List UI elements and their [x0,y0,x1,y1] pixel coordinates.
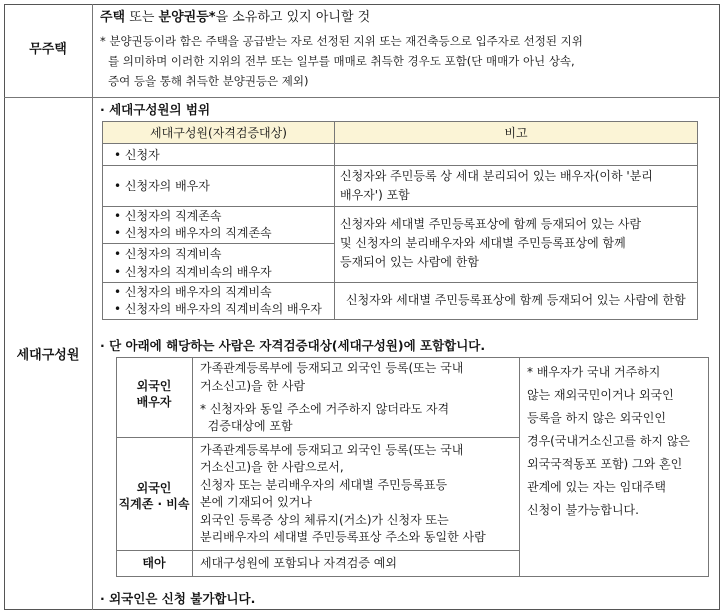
scope-title: · 세대구성원의 범위 [100,102,211,117]
note-line: 및 신청자의 분리배우자와 세대별 주민등록표상에 함께 [340,236,626,250]
note-line: 신청자와 세대별 주민등록표상에 함께 등재되어 있는 사람에 한함 [346,293,686,307]
no-house-note-line: * 분양권등이라 함은 주택을 공급받는 자로 선정된 지위 또는 재건축등으로 입주자로 선정된 지위 [100,34,583,48]
foreign-row-divider [116,437,520,438]
side-note-line: 외국국적동포 포함) 그와 혼인 [527,457,683,471]
foreign-line: 가족관계등록부에 등재되고 외국인 등록(또는 국내 [200,443,464,457]
section-divider [4,97,720,98]
foreign-line: 본에 기재되어 있거나 [200,495,312,509]
side-note-line: 등록을 하지 않은 외국인인 [527,411,666,425]
side-note-line: * 배우자가 국내 거주하지 [527,365,661,379]
side-note-line: 관계에 있는 자는 임대주택 [527,480,666,494]
no-house-label: 무주택 [29,42,67,57]
foreign-line: 세대구성원에 포함되나 자격검증 예외 [200,556,397,570]
side-note-line: 않는 재외국민이거나 외국인 [527,388,674,402]
label-column-divider [92,4,93,610]
member-item: • 신청자의 배우자의 직계비속 [114,285,272,299]
no-house-heading: 주택 또는 분양권등*을 소유하고 있지 아니할 것 [100,10,371,25]
foreign-line: 외국인 등록증 상의 체류지(거소)가 신청자 또는 [200,513,449,527]
foreign-row-divider [116,550,520,551]
side-note-line: 신청이 불가능합니다. [527,503,639,517]
table-header-note: 비고 [334,121,698,144]
foreign-line: 분리배우자의 세대별 주민등록표상 주소와 동일한 사람 [200,530,486,544]
note-line: 배우자') 포함 [340,188,410,202]
member-item: • 신청자의 직계비속의 배우자 [114,265,272,279]
member-item: • 신청자의 배우자 [114,179,210,193]
foreign-line: 거소신고)을 한 사람 [200,379,306,393]
include-title: · 단 아래에 해당하는 사람은 자격검증대상(세대구성원)에 포함합니다. [100,338,486,353]
table-row-note [334,143,698,166]
foreign-label: 외국인 직계존 · 비속 [118,481,190,511]
foreign-label: 외국인 배우자 [136,379,172,409]
member-item: • 신청자의 직계비속 [114,247,222,261]
foreign-line: 가족관계등록부에 등재되고 외국인 등록(또는 국내 [200,361,464,375]
household-label: 세대구성원 [16,348,80,363]
member-item: • 신청자 [114,148,160,162]
foreign-line: 검증대상에 포함 [200,419,293,433]
foreign-label: 태아 [142,556,166,570]
member-item: • 신청자의 배우자의 직계존속 [114,226,272,240]
member-item: • 신청자의 배우자의 직계비속의 배우자 [114,302,322,316]
side-note-line: 경우(국내거소신고를 하지 않은 [527,434,691,448]
note-line: 신청자와 세대별 주민등록표상에 함께 등재되어 있는 사람 [340,217,642,231]
member-item: • 신청자의 직계존속 [114,209,222,223]
foreign-line: 신청자 또는 분리배우자의 세대별 주민등록표등 [200,478,448,492]
foreign-line: * 신청자와 동일 주소에 거주하지 않더라도 자격 [200,402,450,416]
foreign-line: 거소신고)을 한 사람으로서, [200,460,344,474]
table-header-members: 세대구성원(자격검증대상) [102,121,335,144]
note-line: 신청자와 주민등록 상 세대 분리되어 있는 배우자(이하 '분리 [340,169,653,183]
no-house-note-line: 증여 등을 통해 취득한 분양권등은 제외) [108,74,309,88]
note-line: 등재되어 있는 사람에 한함 [340,255,479,269]
foreign-label-divider [192,357,193,577]
no-house-note-line: 를 의미하며 이러한 지위의 전부 또는 일부를 매매로 취득한 경우도 포함(단 매매가 아닌 상속, [108,54,575,68]
footer-note: · 외국인은 신청 불가합니다. [100,591,256,606]
